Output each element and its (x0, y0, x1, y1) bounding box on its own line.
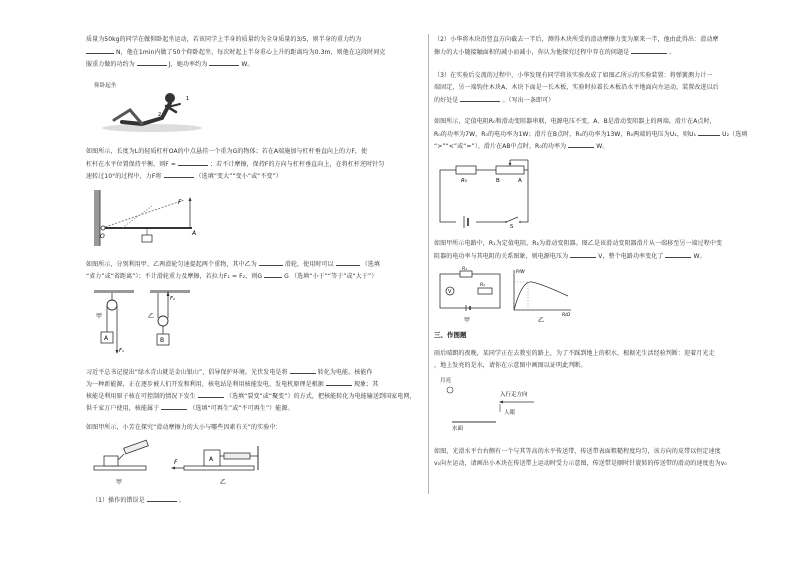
q2-text-3: ；若不计摩擦，保持F的方向与杠杆垂直向上，在将杠杆逆时针匀 (210, 161, 385, 168)
q7-blank-2[interactable] (665, 250, 691, 258)
circuit2-label-R1: R₁ (462, 267, 467, 272)
situp-figure-label: 仰卧起坐 (94, 83, 117, 89)
q2-line1 (86, 146, 367, 159)
pulley-label-yi: 乙 (148, 313, 155, 320)
q7-line2 (434, 250, 706, 264)
q4-blank-4[interactable] (161, 402, 187, 410)
q1-line1 (86, 34, 361, 47)
q1-text-5: W。 (241, 61, 254, 68)
q1-text-2: N，他在1min内做了50个仰卧起坐，每次时起上半身重心上升的距离均为0.3m，则他在这段时间克 (116, 49, 386, 56)
q5-blank-1[interactable] (147, 494, 177, 502)
q1-text-3: 服重力做的功约为 (86, 61, 135, 68)
q3-blank-3[interactable] (264, 270, 282, 278)
q8-line1 (434, 348, 715, 361)
lever-label-A: A (192, 230, 197, 237)
q1-line3 (86, 58, 254, 72)
q4-blank-1[interactable] (290, 366, 316, 374)
q7-text-2: 阻器的电功率与其电阻的关系图象，则电源电压为 (434, 253, 569, 260)
pulley-figure (92, 288, 202, 358)
q9-line1 (434, 446, 721, 459)
circuit-figure-2 (436, 266, 576, 324)
q1-text-1: 质量为50kg的同学在做仰卧起坐运动，若该同学上半身的质量约为全身质量的3/5，则半身的重力约为 (86, 36, 362, 43)
q4-blank-2[interactable] (326, 378, 352, 386)
q7-blank-1[interactable] (570, 250, 596, 258)
circuit1-label-R0: R₀ (461, 178, 468, 184)
lever-figure (92, 188, 202, 248)
q6-text-3: U₂（选填 (722, 131, 748, 138)
q6-line3 (434, 140, 608, 154)
pulley-label-A: A (104, 335, 109, 342)
q4-text-6: （选填“裂变”或“聚变”）的方式，把核能转化为电能输送到国家电网， (225, 393, 416, 400)
q6-text-4: “>”“<”或“=”），滑片在AB中点时，R₀的功率为 (434, 143, 567, 150)
water-label: 水面 (452, 426, 464, 432)
q4-text-2: 转化为电能。核能作 (317, 369, 373, 376)
q5c-line1 (434, 34, 719, 47)
q7-line1 (434, 238, 722, 251)
q2-blank-1[interactable] (178, 158, 208, 166)
q4-text-5: 核能是利用原子核在可控制的情况下发生 (86, 393, 196, 400)
q2-text-2: 杠杆在水平位置保持平衡，则F = (86, 161, 176, 168)
q1-blank-1[interactable] (86, 46, 114, 54)
q5-text-2: （1）操作的错误是 (92, 497, 145, 504)
moonlight-figure (436, 374, 546, 432)
q6-line1 (434, 116, 716, 129)
q9-text-2: v₀向左运动，请画出小木块在传送带上运动时受力示意图，传送带是顺时针旋转的传送带的滑动的速度也为v₀ (434, 460, 727, 467)
q2-text-5: （选填“变大”“变小”或“不变”） (195, 173, 282, 180)
graph-label-R: R/Ω (562, 313, 571, 318)
friction-label-yi: 乙 (220, 479, 227, 486)
q2-text-4: 速转过10°的过程中，力F将 (86, 173, 162, 180)
q1-blank-2[interactable] (137, 58, 167, 66)
circuit-figure-1 (436, 156, 536, 228)
circuit2-label-R2: R₂ (480, 283, 485, 288)
q6-text-5: W。 (596, 143, 609, 150)
q4-text-3: 为一种新能源，正在逐步被人们开发和利用，核电站是利用核能发电，发电机原理是根据 (86, 381, 324, 388)
graph-label-yi: 乙 (538, 317, 545, 324)
q6-blank-2[interactable] (568, 140, 594, 148)
friction-label-A: A (209, 456, 214, 463)
lever-label-O: O (100, 233, 105, 240)
pulley-label-B: B (160, 337, 165, 344)
q8-text-2: ，地上发亮的是水，请你在示意图中画图以证明此判断。 (434, 362, 587, 369)
circuit2-label-jia: 甲 (464, 317, 471, 324)
q5c-blank-2[interactable] (460, 94, 500, 102)
q7-text-4: W。 (693, 253, 706, 260)
q6-blank-1[interactable] (698, 128, 720, 136)
circuit1-label-B: B (496, 178, 500, 184)
q3-text-4: “省力”或“省距离”）；不计滑轮重力及摩擦，若拉力F₁ = F₂，则G (86, 273, 263, 280)
q5-text-1: 如图甲所示，小芳在探究“滑动摩擦力的大小与哪些因素有关”的实验中： (86, 424, 282, 431)
q5c-text-1: （2）小华将木块沿竖直方向截去一半后，测得木块所受的滑动摩擦力变为原来一半，他由此得出：滑动摩 (434, 36, 719, 43)
circuit2-label-V: V (448, 289, 452, 295)
q7-text-3: V，整个电路功率变化了 (598, 253, 664, 260)
walk-direction-label: 入行走方向 (500, 392, 528, 398)
q9-text-1: 如图，光滑水平台右侧有一个与其等高的水平传送带，传送带表面粗糙程度均匀，该方向的皮带以恒定速度 (434, 448, 721, 455)
friction-label-jia: 甲 (116, 479, 123, 486)
q3-blank-2[interactable] (336, 258, 360, 266)
graph-label-PW: P/W (516, 270, 525, 275)
section-title-drawing: 三、作图题 (434, 331, 467, 339)
pulley-label-jia: 甲 (96, 313, 103, 320)
pulley-label-F2: F₂ (170, 296, 175, 302)
moon-label: 月亮 (440, 378, 452, 384)
q5c-text-7: 。（写出一条即可） (502, 97, 555, 104)
situp-figure (92, 86, 212, 136)
q3-text-3: （选填 (361, 261, 380, 268)
q1-text-4: J，她功率约为 (168, 61, 208, 68)
pulley-label-F1: F₁ (119, 348, 124, 354)
q5c-text-4: （3）在实验后交流的过程中，小华发现有同学将该实验改成了如图乙所示的实验装置：将弹簧测力计一 (434, 72, 713, 79)
q5c-text-3: 。 (669, 49, 676, 56)
q5c-blank-1[interactable] (631, 46, 667, 54)
q5-line1 (86, 422, 282, 435)
q4-line4 (86, 402, 294, 416)
q6-text-2: R₀的功率为7W，R₀的电功率为1W；滑片在B点时，R₀的功率为13W，R₀两端的电压为U₁，则U₁ (434, 131, 697, 138)
q2-line3 (86, 170, 282, 184)
svg-text:1: 1 (186, 96, 190, 102)
q5c-text-2: 擦力的大小随接触面积的减小而减小，你认为他探究过程中存在的问题是 (434, 49, 630, 56)
q4-text-8: （选填“可再生”或“不可再生”）能源。 (189, 405, 294, 412)
q3-text-5: G (284, 273, 289, 280)
circuit1-label-S: S (510, 224, 514, 228)
q4-text-1: 习近平总书记提出“绿水青山就是金山银山”，倡导保护环境。光伏发电是将 (86, 369, 288, 376)
circuit1-label-A: A (518, 178, 522, 184)
q3-text-1: 如图所示，分别利用甲、乙两滑轮匀速提起两个重物，其中乙为 (86, 261, 257, 268)
q4-text-4: 现象；其 (353, 381, 379, 388)
q3-line2 (86, 270, 377, 284)
q3-text-2: 滑轮，使用时可以 (284, 261, 334, 268)
q5c-line2 (434, 46, 675, 60)
q5-sub1 (92, 494, 185, 508)
q8-text-1: 雨后晴朗的夜晚，某同学正在去教室的路上，为了不踩到地上的积水，根据光生活经验判断：迎着月光走 (434, 350, 715, 357)
q5c-text-5: 端固定，另一端钩住木块A，木块下面是一长木板，实验时拉着长木板沿水平地面向左运动，装置改进以后 (434, 84, 719, 91)
friction-label-F: F (174, 459, 178, 466)
q7-text-1: 如图甲所示电路中，R₁为定值电阻，R₂为滑动变阻器。图乙是该滑动变阻器滑片从一端移至另一端过程中变 (434, 240, 723, 247)
q1-blank-3[interactable] (209, 58, 239, 66)
q5c-text-6: 的好处是 (434, 97, 459, 104)
q6-text-1: 如图所示，定值电阻R₀和滑动变阻器串联，电源电压不变，A、B是滑动变阻器上的两端。滑片在A点时， (434, 118, 716, 125)
eye-label: 人眼 (504, 410, 516, 416)
q4-text-7: 供千家万户使用，核能属于 (86, 405, 160, 412)
column-divider (428, 34, 429, 494)
svg-text:2: 2 (158, 112, 162, 118)
q3-text-6: （选填“小于”“等于”或“大于”） (290, 273, 378, 280)
q5c-line5 (434, 94, 554, 108)
friction-figure (92, 438, 262, 490)
q3-blank-1[interactable] (259, 258, 283, 266)
q5-text-3: 。 (178, 497, 185, 504)
lever-label-F: F (178, 199, 182, 206)
q5c-line4 (434, 82, 719, 95)
q8-line2 (434, 360, 587, 373)
q9-line2 (434, 458, 727, 471)
q5c-line3 (434, 70, 712, 83)
q2-blank-2[interactable] (164, 170, 194, 178)
q4-blank-3[interactable] (198, 390, 224, 398)
q2-text-1: 如图所示，长度为L的轻质杠杆OA的中点悬挂一个重为G的物体；若在A端施加与杠杆垂直向上的力F，使 (86, 148, 368, 155)
